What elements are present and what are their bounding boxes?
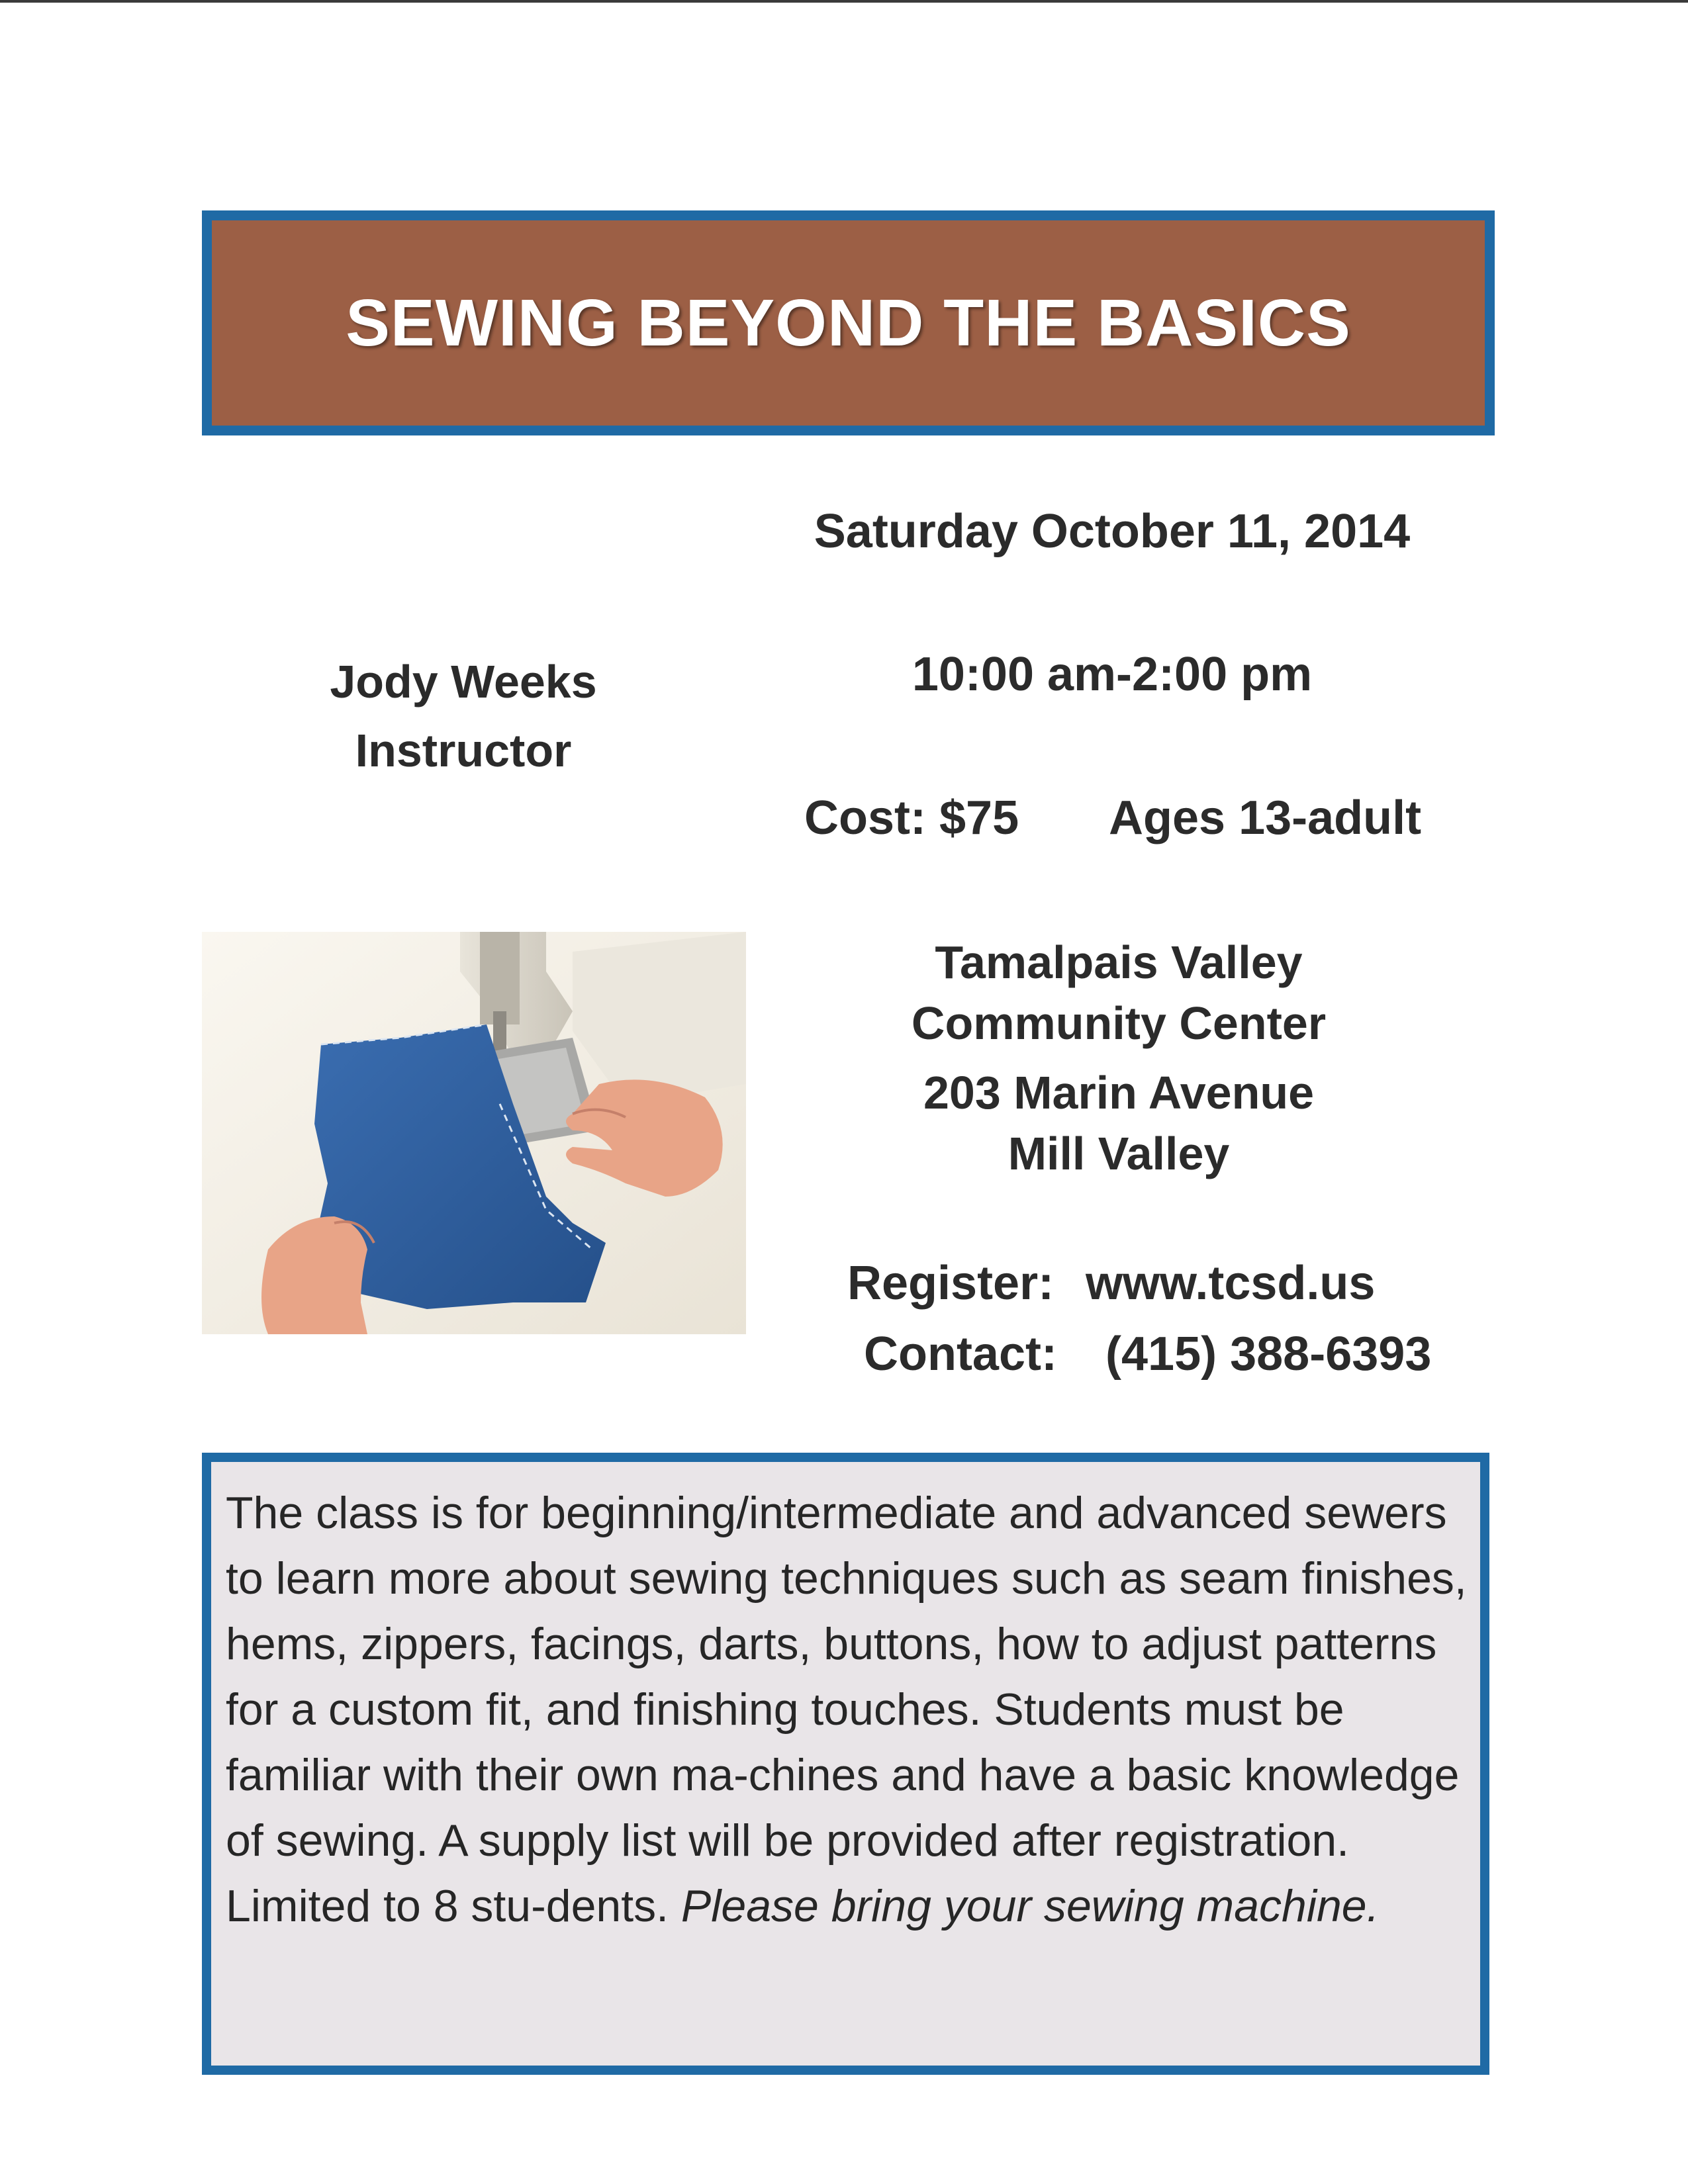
title-banner — [202, 210, 1495, 435]
register-row — [847, 1256, 1375, 1310]
contact-label: Contact: — [864, 1328, 1057, 1381]
register-label: Register: — [847, 1257, 1055, 1310]
instructor-role: Instructor — [355, 725, 572, 776]
page-title: SEWING BEYOND THE BASICS — [346, 285, 1351, 360]
event-time: 10:00 am-2:00 pm — [912, 648, 1313, 701]
venue-line-1: Tamalpais Valley — [935, 936, 1303, 988]
title-banner-fill — [212, 220, 1485, 426]
venue-line-2: Community Center — [911, 997, 1327, 1049]
register-url[interactable]: www.tcsd.us — [1086, 1257, 1376, 1310]
event-cost: Cost: $75 — [804, 792, 1019, 844]
instructor-name: Jody Weeks — [330, 656, 597, 707]
top-rule — [0, 0, 1688, 3]
city: Mill Valley — [1008, 1128, 1230, 1179]
instructor-block — [265, 647, 662, 785]
contact-row — [864, 1327, 1431, 1381]
description-body: The class is for beginning/intermediate and advanced sewers to learn more about sewing techniques such as seam finishes, hems, zippers, facings, darts, buttons, how to adjust patterns for a custom fit, and finishing touches. Students must be familiar with their own ma-chines and have a basic knowledge of sewing. A supply list will be provided after registration. Limited to 8 stu-dents. — [226, 1488, 1467, 1931]
venue-name — [788, 932, 1450, 1054]
description-text — [226, 1480, 1467, 1939]
event-date: Saturday October 11, 2014 — [814, 505, 1411, 558]
street-address: 203 Marin Avenue — [923, 1067, 1315, 1118]
contact-phone: (415) 388-6393 — [1105, 1328, 1432, 1381]
description-closing: Please bring your sewing machine. — [680, 1881, 1380, 1931]
venue-address — [788, 1062, 1450, 1184]
description-box — [202, 1453, 1489, 2075]
sewing-machine-photo — [202, 932, 746, 1334]
event-ages: Ages 13-adult — [1109, 792, 1422, 844]
